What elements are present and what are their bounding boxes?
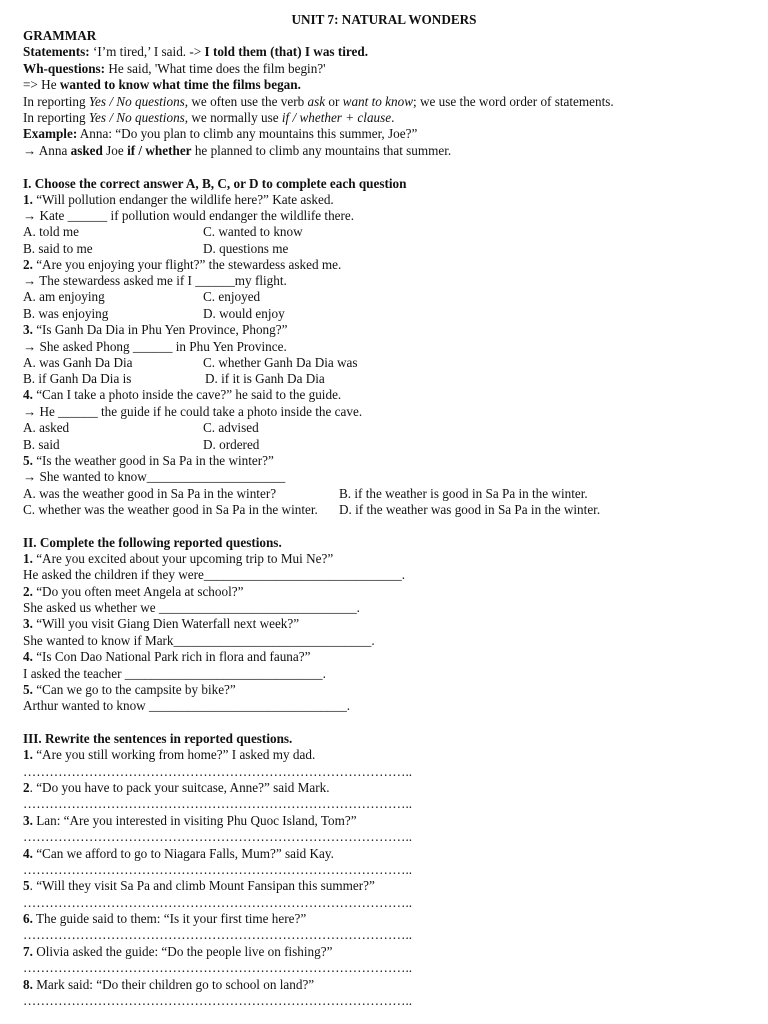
rewrite-dotted-line[interactable]: …………………………………………………………………………….. — [23, 927, 413, 942]
mcq-option-b[interactable]: B. said to me — [23, 241, 93, 256]
mcq-reported: → He ______ the guide if he could take a photo inside the cave. — [23, 404, 363, 419]
mcq-option-b[interactable]: B. said — [23, 437, 60, 452]
rewrite-dotted-line[interactable]: …………………………………………………………………………….. — [23, 960, 413, 975]
mcq-option-a[interactable]: A. was Ganh Da Dia — [23, 355, 133, 370]
rewrite-dotted-line[interactable]: …………………………………………………………………………….. — [23, 993, 413, 1008]
mcq-option-c[interactable]: C. whether Ganh Da Dia was — [203, 355, 358, 370]
mcq-option-c[interactable]: C. whether was the weather good in Sa Pa in the winter. — [23, 502, 318, 517]
mcq-option-a[interactable]: A. was the weather good in Sa Pa in the winter? — [23, 486, 277, 501]
complete-answer-line[interactable]: He asked the children if they were______________________________. — [23, 567, 405, 582]
rewrite-question: 4. “Can we afford to go to Niagara Falls, Mum?” said Kay. — [23, 846, 334, 861]
yes-no-rule-2: In reporting Yes / No questions, we normally use if / whether + clause. — [23, 110, 395, 125]
rewrite-dotted-line[interactable]: …………………………………………………………………………….. — [23, 829, 413, 844]
section-2-heading: II. Complete the following reported questions. — [23, 535, 282, 550]
mcq-reported: → She wanted to know_____________________ — [23, 469, 286, 484]
complete-question: 1. “Are you excited about your upcoming trip to Mui Ne?” — [23, 551, 334, 566]
complete-question: 2. “Do you often meet Angela at school?” — [23, 584, 244, 599]
grammar-heading: GRAMMAR — [23, 28, 97, 43]
mcq-question: 4. “Can I take a photo inside the cave?” he said to the guide. — [23, 387, 342, 402]
rewrite-dotted-line[interactable]: …………………………………………………………………………….. — [23, 764, 413, 779]
mcq-option-a[interactable]: A. asked — [23, 420, 70, 435]
wh-questions-rule: Wh-questions: He said, 'What time does the film begin?' — [23, 61, 326, 76]
example-result: → Anna asked Joe if / whether he planned to climb any mountains that summer. — [23, 143, 452, 158]
mcq-option-b[interactable]: B. if Ganh Da Dia is — [23, 371, 132, 386]
mcq-option-c[interactable]: C. advised — [203, 420, 259, 435]
section-1-heading: I. Choose the correct answer A, B, C, or D to complete each question — [23, 176, 407, 191]
statements-rule: Statements: ‘I’m tired,’ I said. -> I told them (that) I was tired. — [23, 44, 369, 59]
mcq-option-d[interactable]: D. questions me — [203, 241, 289, 256]
rewrite-question: 6. The guide said to them: “Is it your first time here?” — [23, 911, 307, 926]
rewrite-question: 8. Mark said: “Do their children go to school on land?” — [23, 977, 315, 992]
example-line: Example: Anna: “Do you plan to climb any mountains this summer, Joe?” — [23, 126, 418, 141]
rewrite-dotted-line[interactable]: …………………………………………………………………………….. — [23, 796, 413, 811]
mcq-option-d[interactable]: D. ordered — [203, 437, 260, 452]
mcq-option-c[interactable]: C. enjoyed — [203, 289, 261, 304]
rewrite-question: 5. “Will they visit Sa Pa and climb Mount Fansipan this summer?” — [23, 878, 375, 893]
mcq-question: 1. “Will pollution endanger the wildlife here?” Kate asked. — [23, 192, 334, 207]
complete-answer-line[interactable]: Arthur wanted to know ______________________________. — [23, 698, 351, 713]
wh-questions-result: => He wanted to know what time the films began. — [23, 77, 301, 92]
mcq-option-d[interactable]: D. if the weather was good in Sa Pa in the winter. — [339, 502, 601, 517]
mcq-option-b[interactable]: B. was enjoying — [23, 306, 109, 321]
mcq-option-b[interactable]: B. if the weather is good in Sa Pa in the winter. — [339, 486, 588, 501]
mcq-question: 3. “Is Ganh Da Dia in Phu Yen Province, Phong?” — [23, 322, 288, 337]
mcq-question: 5. “Is the weather good in Sa Pa in the winter?” — [23, 453, 274, 468]
complete-answer-line[interactable]: She asked us whether we ______________________________. — [23, 600, 360, 615]
rewrite-question: 2. “Do you have to pack your suitcase, Anne?” said Mark. — [23, 780, 330, 795]
complete-answer-line[interactable]: I asked the teacher ______________________________. — [23, 666, 326, 681]
section-3-heading: III. Rewrite the sentences in reported questions. — [23, 731, 293, 746]
rewrite-dotted-line[interactable]: …………………………………………………………………………….. — [23, 862, 413, 877]
complete-question: 3. “Will you visit Giang Dien Waterfall next week?” — [23, 616, 300, 631]
complete-answer-line[interactable]: She wanted to know if Mark______________________________. — [23, 633, 375, 648]
mcq-option-a[interactable]: A. told me — [23, 224, 80, 239]
mcq-option-d[interactable]: D. would enjoy — [203, 306, 285, 321]
mcq-reported: → She asked Phong ______ in Phu Yen Province. — [23, 339, 287, 354]
complete-question: 4. “Is Con Dao National Park rich in flora and fauna?” — [23, 649, 311, 664]
rewrite-question: 1. “Are you still working from home?” I asked my dad. — [23, 747, 316, 762]
complete-question: 5. “Can we go to the campsite by bike?” — [23, 682, 236, 697]
mcq-option-d[interactable]: D. if it is Ganh Da Dia — [205, 371, 325, 386]
yes-no-rule-1: In reporting Yes / No questions, we often use the verb ask or want to know; we use the word order of statements. — [23, 94, 614, 109]
rewrite-question: 3. Lan: “Are you interested in visiting Phu Quoc Island, Tom?” — [23, 813, 357, 828]
mcq-option-c[interactable]: C. wanted to know — [203, 224, 303, 239]
rewrite-dotted-line[interactable]: …………………………………………………………………………….. — [23, 895, 413, 910]
mcq-question: 2. “Are you enjoying your flight?” the stewardess asked me. — [23, 257, 342, 272]
mcq-option-a[interactable]: A. am enjoying — [23, 289, 105, 304]
rewrite-question: 7. Olivia asked the guide: “Do the people live on fishing?” — [23, 944, 333, 959]
mcq-reported: → Kate ______ if pollution would endanger the wildlife there. — [23, 208, 355, 223]
page-title: UNIT 7: NATURAL WONDERS — [291, 12, 477, 27]
mcq-reported: → The stewardess asked me if I ______my flight. — [23, 273, 287, 288]
